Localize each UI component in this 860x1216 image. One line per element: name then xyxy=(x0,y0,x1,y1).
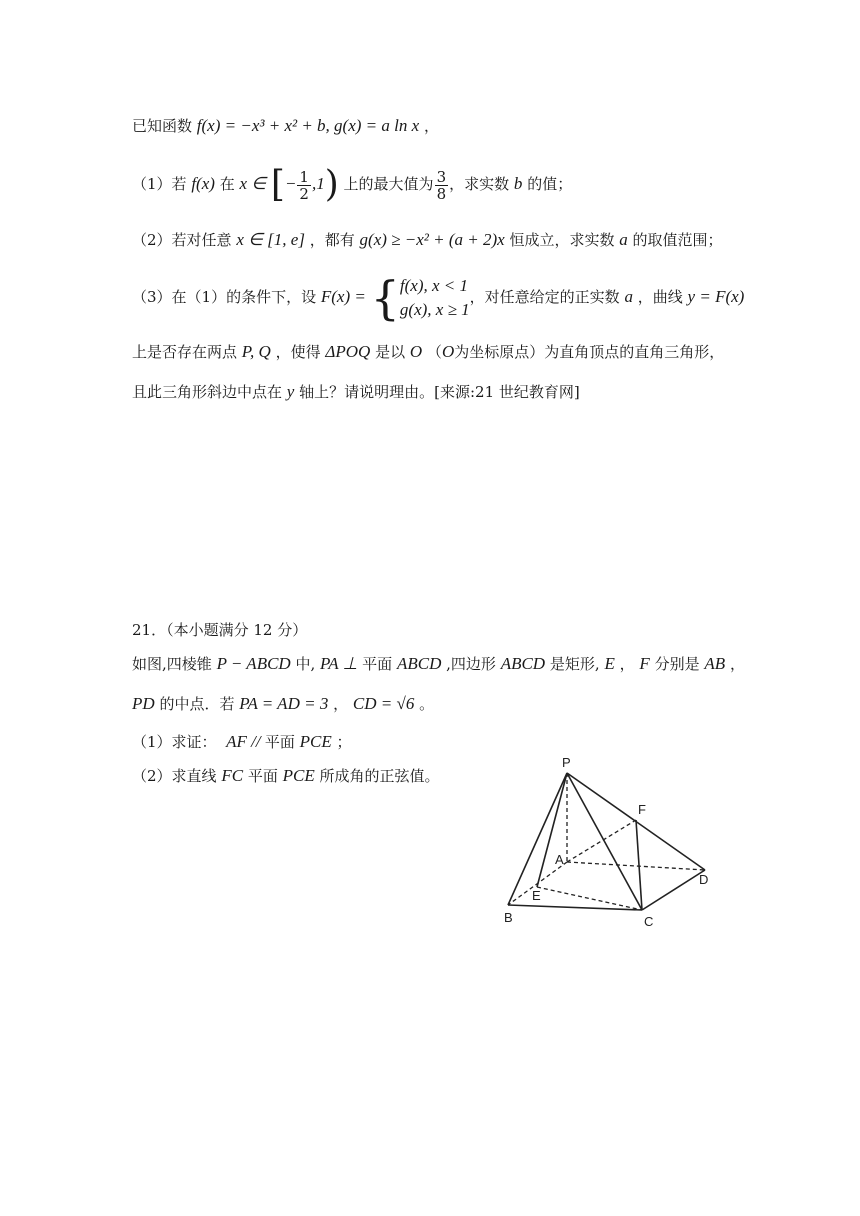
p21-text: ,四边形 xyxy=(446,655,496,673)
edge-AD xyxy=(567,862,705,870)
p21-text: 中, xyxy=(295,655,316,673)
p21-text: 平面 xyxy=(264,733,295,751)
q1-ask: ，求实数 xyxy=(449,175,510,193)
q3-text: 是以 xyxy=(375,343,406,361)
p21-text: ， xyxy=(729,655,745,673)
left-bracket: [ xyxy=(270,164,285,205)
edge-CF xyxy=(636,820,642,910)
q3-text: 上是否存在两点 xyxy=(132,343,238,361)
problem-21-sub-2 xyxy=(132,766,440,786)
frac-num: 1 xyxy=(299,167,309,186)
p21-math: PCE xyxy=(299,732,332,751)
frac-den: 8 xyxy=(436,184,447,203)
question-1 xyxy=(132,166,572,203)
label-B: B xyxy=(504,910,513,925)
p21-math: CD = √6 xyxy=(352,694,415,713)
q2-label: （2）若对任意 xyxy=(132,231,232,249)
piecewise-cases xyxy=(400,274,470,322)
q2-ask: 求实数 xyxy=(569,231,615,249)
label-P: P xyxy=(562,755,571,770)
q2-end: 的取值范围； xyxy=(632,231,723,249)
p21-text: 分别是 xyxy=(654,655,700,673)
q3-text: ，使得 xyxy=(275,343,321,361)
p21-math: PA ⊥ xyxy=(320,654,358,673)
edge-PB xyxy=(508,773,567,905)
edge-EP xyxy=(537,773,567,887)
p21-text: （1）求证： xyxy=(132,733,217,751)
p21-math: FC xyxy=(221,766,244,785)
frac-den: 2 xyxy=(299,184,309,203)
q2-inequality: g(x) ≥ −x² + (a + 2)x xyxy=(359,230,505,249)
question-2 xyxy=(132,230,723,250)
minus-sign: − xyxy=(284,174,297,193)
q3-text: 为坐标原点）为直角顶点的直角三角形， xyxy=(454,343,725,361)
p21-text: ， xyxy=(333,695,349,713)
p21-text: （2）求直线 xyxy=(132,767,217,785)
p21-text: 平面 xyxy=(247,767,278,785)
p21-math: AB xyxy=(704,654,726,673)
label-A: A xyxy=(555,852,564,867)
p21-text: 的中点．若 xyxy=(159,695,235,713)
q3-after: ，对任意给定的正实数 xyxy=(469,288,620,306)
q3-text: 且此三角形斜边中点在 xyxy=(132,383,283,401)
edge-PC xyxy=(567,773,642,910)
q3-label: （3）在（1）的条件下，设 xyxy=(132,288,317,306)
label-E: E xyxy=(532,888,541,903)
left-brace: { xyxy=(370,271,400,325)
p21-math: E xyxy=(604,654,615,673)
label-D: D xyxy=(699,872,709,887)
p21-math: AF // xyxy=(226,732,265,751)
case-2: g(x), x ≥ 1 xyxy=(399,300,470,319)
intro-suffix: ， xyxy=(423,117,439,135)
edge-PD xyxy=(567,773,705,870)
q3-pq: P, Q xyxy=(241,342,271,361)
intro-text: 已知函数 xyxy=(132,117,193,135)
q3-origin: O xyxy=(441,342,455,361)
edge-BC xyxy=(508,905,642,910)
right-paren: ) xyxy=(324,164,339,205)
p21-math: PD xyxy=(132,694,155,713)
q3-text: 轴上？请说明理由。[来源:21 世纪教育网] xyxy=(299,383,580,401)
fraction-one-half xyxy=(297,169,311,202)
q1-fx: f(x) xyxy=(191,174,215,193)
q3-triangle: ΔPOQ xyxy=(325,342,371,361)
q2-range: x ∈ [1, e] xyxy=(236,230,305,249)
p21-math: P − ABCD xyxy=(216,654,291,673)
q1-in: 在 xyxy=(219,175,235,193)
q3-curve: ，曲线 xyxy=(637,288,683,306)
q1-max-text: 上的最大值为 xyxy=(343,175,434,193)
edge-EC xyxy=(537,887,642,910)
fraction-three-eighths xyxy=(435,169,449,202)
intro-line xyxy=(132,116,439,136)
p21-text: 。 xyxy=(419,695,435,713)
q3-text: （ xyxy=(426,343,442,361)
p21-math: PCE xyxy=(282,766,315,785)
question-3 xyxy=(132,271,745,325)
problem-21-header: 21．（本小题满分 12 分） xyxy=(132,621,308,639)
q2-var: a xyxy=(619,230,628,249)
hidden-edges xyxy=(508,773,705,910)
problem-21-sub-1 xyxy=(132,732,352,752)
q3-Fx: F(x) = xyxy=(320,287,366,306)
q1-x-in: x ∈ xyxy=(239,174,267,193)
q1-interval-rest: ,1 xyxy=(311,174,325,193)
label-C: C xyxy=(644,914,654,929)
problem-21-line-2 xyxy=(132,694,434,714)
q3-var-a: a xyxy=(624,287,633,306)
p21-text: ； xyxy=(336,733,352,751)
edge-AF xyxy=(567,820,636,862)
q3-curve-eq: y = F(x) xyxy=(687,287,745,306)
frac-num: 3 xyxy=(436,167,447,186)
q3-y: y xyxy=(286,382,295,401)
q2-middle: ，都有 xyxy=(309,231,355,249)
p21-text: 如图,四棱锥 xyxy=(132,655,212,673)
q1-end: 的值； xyxy=(527,175,573,193)
p21-text: 平面 xyxy=(362,655,393,673)
question-3-line-2 xyxy=(132,342,724,362)
question-3-line-3 xyxy=(132,382,580,402)
solid-edges xyxy=(508,773,705,910)
p21-math: F xyxy=(639,654,650,673)
edge-AB xyxy=(508,862,567,905)
p21-text: 所成角的正弦值。 xyxy=(319,767,440,785)
q1-var: b xyxy=(513,174,523,193)
edge-CD xyxy=(642,870,705,910)
intro-formula: f(x) = −x³ + x² + b, g(x) = a ln x xyxy=(196,116,420,135)
q3-origin: O xyxy=(409,342,423,361)
q1-label: （1）若 xyxy=(132,175,187,193)
p21-text: ， xyxy=(619,655,635,673)
case-1: f(x), x < 1 xyxy=(399,276,469,295)
p21-math: ABCD xyxy=(500,654,546,673)
q2-hold: 恒成立， xyxy=(509,231,570,249)
p21-math: ABCD xyxy=(396,654,442,673)
p21-math: PA = AD = 3 xyxy=(239,694,329,713)
label-F: F xyxy=(638,802,646,817)
problem-21-line-1 xyxy=(132,654,745,674)
p21-text: 是矩形, xyxy=(549,655,600,673)
